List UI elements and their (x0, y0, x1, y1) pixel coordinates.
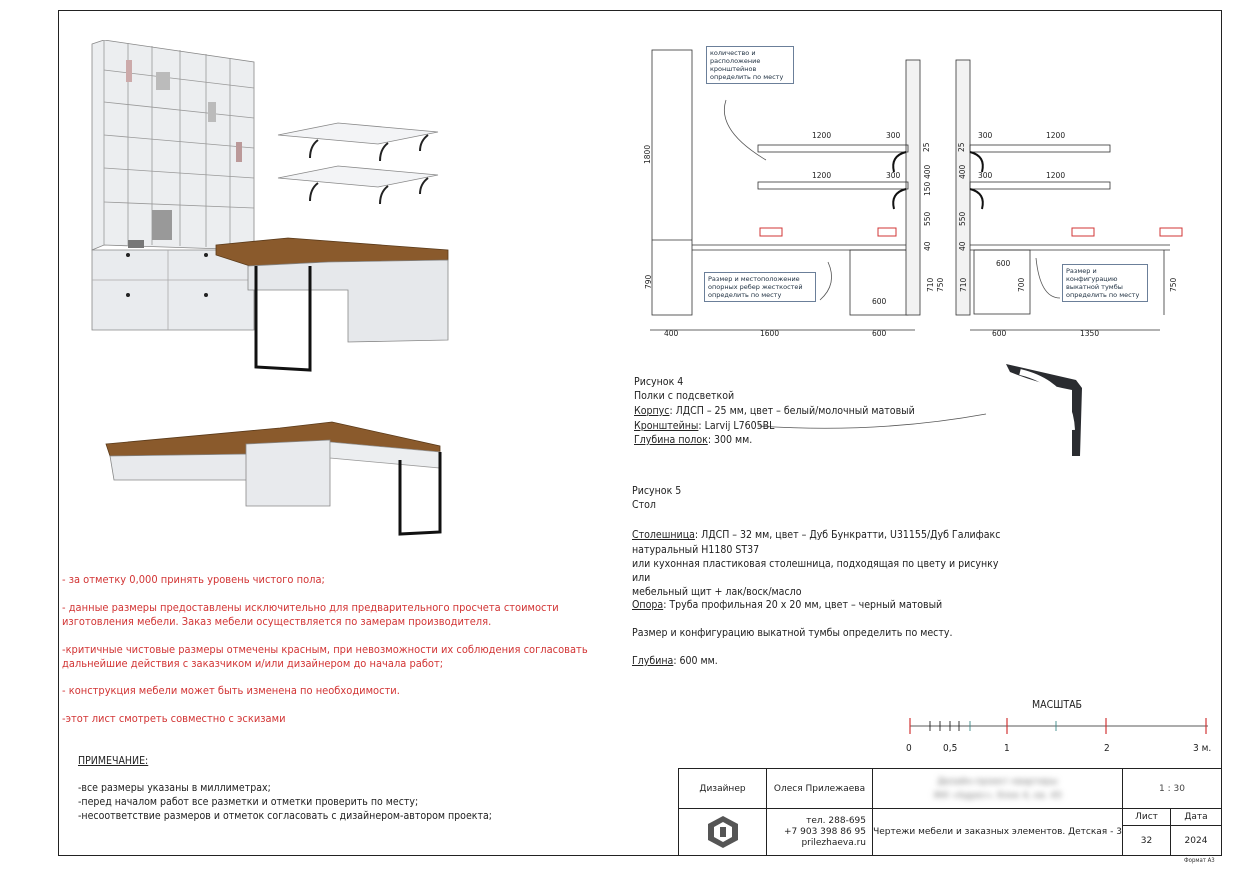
dim-1200-c: 1200 (1046, 131, 1066, 140)
stoleshnica-label: Столешница (632, 529, 695, 541)
dim-1200-a: 1200 (812, 131, 832, 140)
contacts-cell (767, 809, 873, 855)
korpus-label: Корпус (634, 405, 670, 417)
dim-550-a: 550 (923, 211, 932, 226)
figure4-korpus (634, 405, 915, 417)
dim-600-c: 600 (992, 329, 1007, 338)
dim-600-d: 600 (996, 259, 1011, 268)
dim-300-c: 300 (978, 131, 993, 140)
note-tumba: Размер и конфигурацию выкатной тумбы определить по месту (1062, 264, 1148, 302)
scale-label-05: 0,5 (943, 743, 958, 754)
figure5-title: Рисунок 5 (632, 485, 682, 497)
dim-1200-b: 1200 (812, 171, 832, 180)
dim-40-b: 40 (958, 241, 967, 251)
korpus-value: : ЛДСП – 25 мм, цвет – белый/молочный матовый (669, 405, 915, 417)
scale-label-1: 1 (1004, 743, 1010, 754)
dim-400-v-b: 400 (958, 164, 967, 179)
scale-bar (906, 716, 1212, 738)
dim-790: 790 (644, 274, 653, 289)
figure5-glubina (632, 655, 718, 667)
project-title: Дизайн-проект квартиры (937, 776, 1058, 787)
kronshteiny-value: : Larvij L7605BL (698, 420, 775, 432)
date-value: 2024 (1184, 835, 1208, 846)
stoleshnica-value: : ЛДСП – 32 мм, цвет – Дуб Бункратти, U31155/Дуб Галифакс (694, 529, 1001, 541)
designer-name: Олеся Прилежаева (767, 769, 873, 809)
primechanie-line-3: -несоответствие размеров и отметок согласовать с дизайнером-автором проекта; (78, 810, 492, 822)
dim-710-b: 710 (959, 277, 968, 292)
title-block (678, 768, 1222, 856)
dim-710-a: 710 (926, 277, 935, 292)
scale-title: МАСШТАБ (1032, 699, 1083, 711)
dim-300-b: 300 (886, 171, 901, 180)
dim-1600: 1600 (760, 329, 780, 338)
red-note-1: - за отметку 0,000 принять уровень чистого пола; (62, 573, 325, 586)
figure5-line4: или (632, 572, 651, 584)
glubina4-value: : 300 мм. (707, 434, 753, 446)
opora-label: Опора (632, 599, 664, 611)
glubina5-value: : 600 мм. (673, 655, 718, 667)
contact-site: prilezhaeva.ru (801, 837, 866, 848)
list-label: Лист (1123, 809, 1171, 826)
dim-400-v: 400 (923, 164, 932, 179)
figure5-opora (632, 599, 942, 611)
scale-label-0: 0 (906, 743, 912, 754)
primechanie-title: ПРИМЕЧАНИЕ: (78, 755, 149, 767)
figure4-subtitle: Полки с подсветкой (634, 390, 735, 402)
dim-1350: 1350 (1080, 329, 1100, 338)
dim-400: 400 (664, 329, 679, 338)
scale-label-2: 2 (1104, 743, 1110, 754)
dim-750-b: 750 (1169, 277, 1178, 292)
note-ribs: Размер и местоположение опорных ребер жесткостей определить по месту (704, 272, 816, 302)
dim-600-b: 600 (872, 297, 887, 306)
contact-phone-2: +7 903 398 86 95 (784, 826, 866, 837)
dim-750-a: 750 (936, 277, 945, 292)
opora-value: : Труба профильная 20 х 20 мм, цвет – черный матовый (663, 599, 943, 611)
list-value: 32 (1123, 826, 1171, 855)
primechanie-line-1: -все размеры указаны в миллиметрах; (78, 782, 271, 794)
figure5-stoleshnica (632, 529, 1000, 541)
figure5-line3: или кухонная пластиковая столешница, подходящая по цвету и рисунку (632, 558, 999, 570)
dim-700: 700 (1017, 277, 1026, 292)
primechanie-line-2: -перед началом работ все разметки и отметки проверить по месту; (78, 796, 419, 808)
dim-1200-d: 1200 (1046, 171, 1066, 180)
sheet-title: Чертежи мебели и заказных элементов. Детская - 3 (873, 809, 1123, 855)
red-note-2: - данные размеры предоставлены исключительно для предварительного просчета стоимости (62, 601, 559, 614)
bracket-image (1000, 360, 1090, 460)
figure5-line2: натуральный H1180 ST37 (632, 544, 760, 556)
red-note-5: дальнейшие действия с заказчиком и/или дизайнером до начала работ; (62, 657, 444, 670)
figure4-glubina (634, 434, 752, 446)
red-note-3: изготовления мебели. Заказ мебели осуществляется по замерам производителя. (62, 615, 492, 628)
date-label: Дата (1171, 809, 1221, 826)
figure4-title: Рисунок 4 (634, 376, 684, 388)
dim-550-b: 550 (958, 211, 967, 226)
dim-25-a: 25 (922, 142, 931, 152)
format-label: Формат А3 (1184, 857, 1215, 864)
kronshteiny-label: Кронштейны (634, 420, 699, 432)
glubina4-label: Глубина полок (634, 434, 708, 446)
project-cell (873, 769, 1123, 809)
red-note-6: - конструкция мебели может быть изменена по необходимости. (62, 684, 400, 697)
dim-300-a: 300 (886, 131, 901, 140)
dim-1800: 1800 (643, 144, 652, 164)
dim-25-b: 25 (957, 142, 966, 152)
dim-300-d: 300 (978, 171, 993, 180)
elevation-drawing (640, 40, 1200, 350)
figure5-line5: мебельный щит + лак/воск/масло (632, 586, 802, 598)
scale-value: 1 : 30 (1123, 769, 1221, 809)
glubina5-label: Глубина (632, 655, 674, 667)
figure5-tumba: Размер и конфигурацию выкатной тумбы определить по месту. (632, 627, 953, 639)
red-note-7: -этот лист смотреть совместно с эскизами (62, 712, 286, 725)
contact-phone-1: тел. 288-695 (806, 815, 866, 826)
dim-40-a: 40 (923, 241, 932, 251)
furniture-3d-illustration (88, 40, 458, 380)
dim-150: 150 (923, 181, 932, 196)
designer-label: Дизайнер (679, 769, 767, 809)
red-note-4: -критичные чистовые размеры отмечены красным, при невозможности их соблюдения согласовать (62, 643, 588, 656)
logo-icon (707, 815, 739, 849)
figure5-subtitle: Стол (632, 499, 656, 511)
dim-600-a: 600 (872, 329, 887, 338)
note-brackets: количество и расположение кронштейнов определить по месту (706, 46, 794, 84)
scale-label-3: 3 м. (1193, 743, 1212, 754)
desk-3d-illustration (100, 418, 450, 538)
project-address: ЖК «Адрес», блок 4, кв. 45 (933, 790, 1062, 801)
figure4-kronshteiny (634, 420, 774, 432)
logo-cell (679, 809, 767, 855)
